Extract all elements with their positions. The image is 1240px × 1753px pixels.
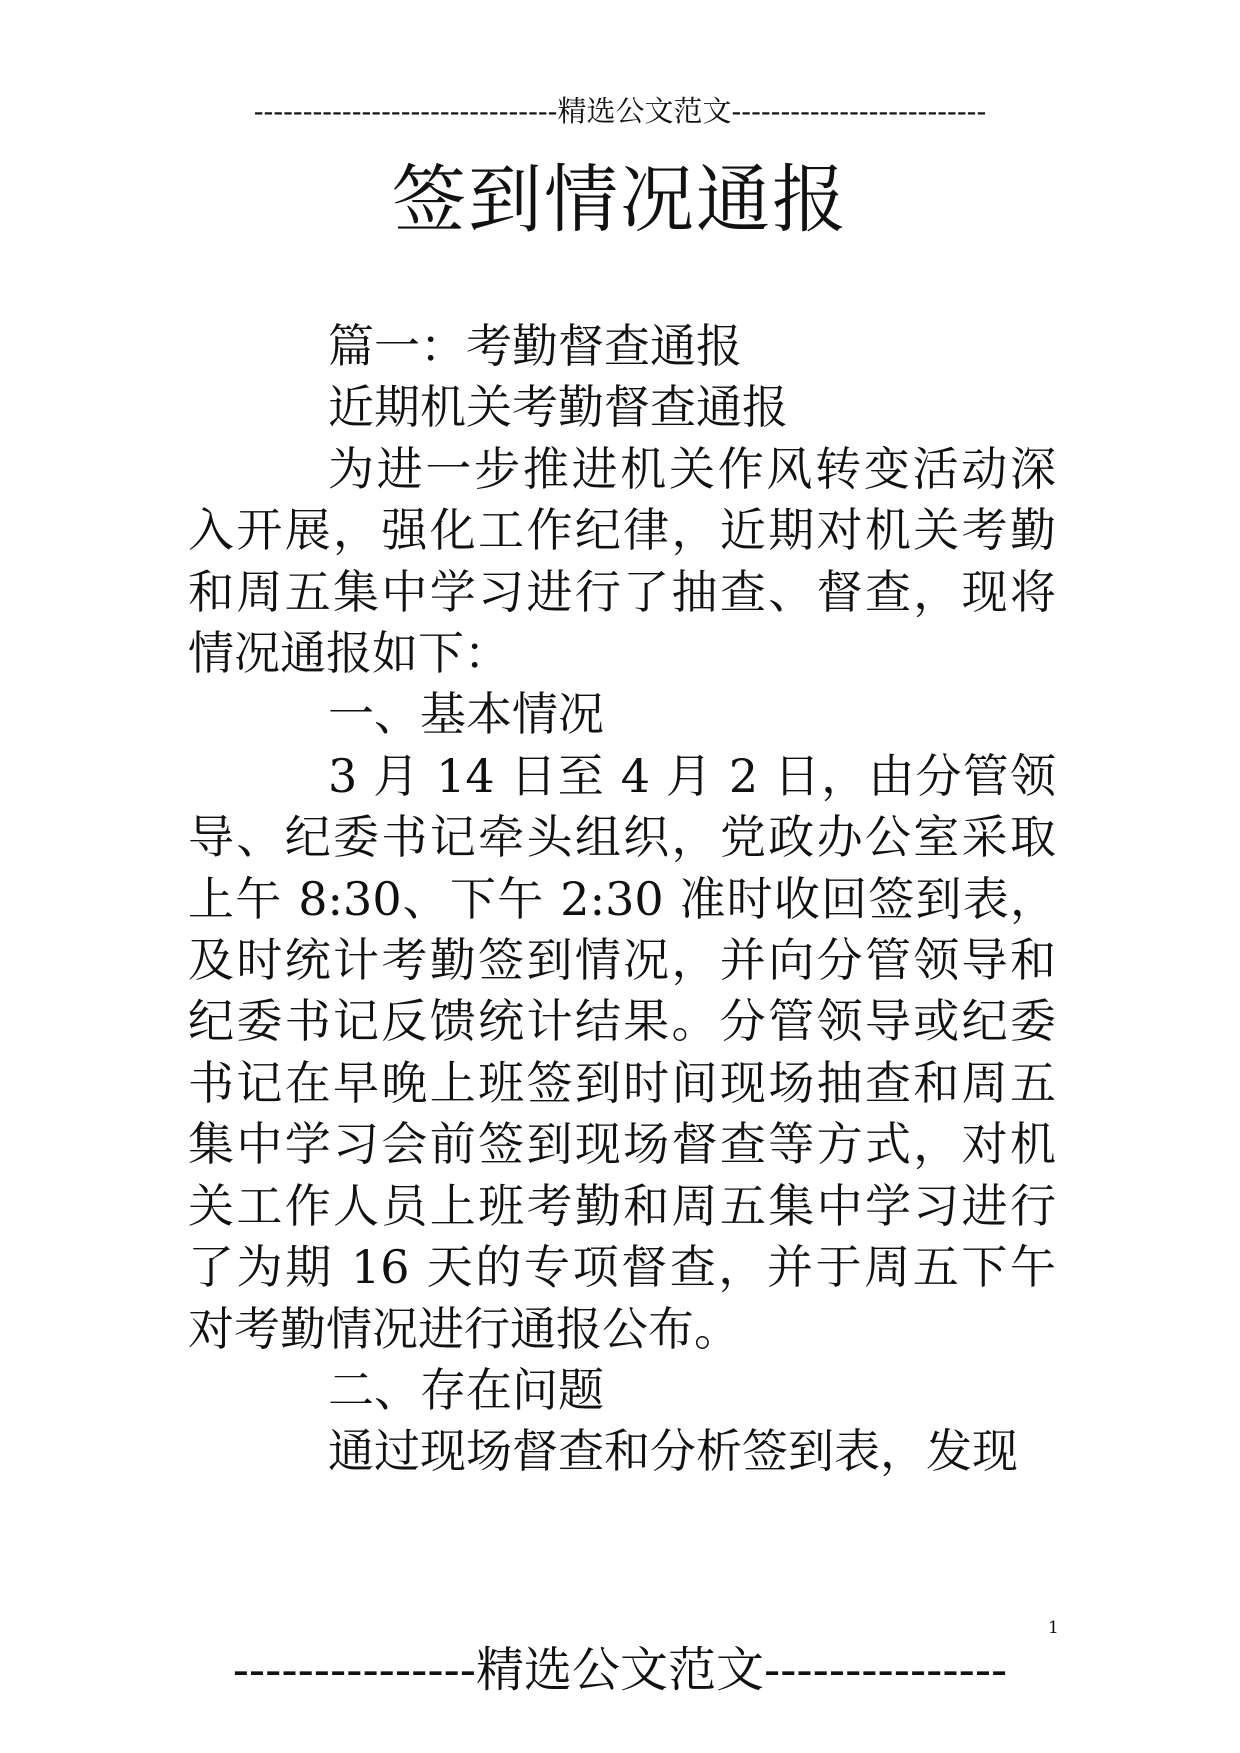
page-header: -------------------------------精选公文范文-------------------------- xyxy=(253,94,987,128)
page-number: 1 xyxy=(1048,1618,1059,1638)
subtitle-paragraph: 近期机关考勤督查通报 xyxy=(328,380,788,435)
problems-paragraph: 通过现场督查和分析签到表，发现 xyxy=(328,1424,1018,1479)
intro-paragraph: 为进一步推进机关作风转变活动深入开展，强化工作纪律，近期对机关考勤和周五集中学习进行了抽查、督查，现将情况通报如下： xyxy=(188,441,1056,681)
basic-situation-paragraph: 3 月 14 日至 4 月 2 日，由分管领导、纪委书记牵头组织，党政办公室采取上午 8:30、下午 2:30 准时收回签到表，及时统计考勤签到情况，并向分管领导和纪委书记反馈统计结果。分管领导或纪委书记在早晚上班签到时间现场抽查和周五集中学习会前签到现场督查等方式，对机关工作人员上班考勤和周五集中学习进行了为期 16 天的专项督查，并于周五下午对考勤情况进行通报公布。 xyxy=(188,748,1056,1356)
document-title: 签到情况通报 xyxy=(392,157,848,243)
document-body xyxy=(188,316,1056,1483)
section-heading: 篇一：考勤督查通报 xyxy=(328,319,742,373)
section-heading-problems: 二、存在问题 xyxy=(328,1362,604,1417)
page-footer: ---------------精选公文范文--------------- xyxy=(232,1642,1008,1698)
section-heading-basic: 一、基本情况 xyxy=(328,687,604,742)
